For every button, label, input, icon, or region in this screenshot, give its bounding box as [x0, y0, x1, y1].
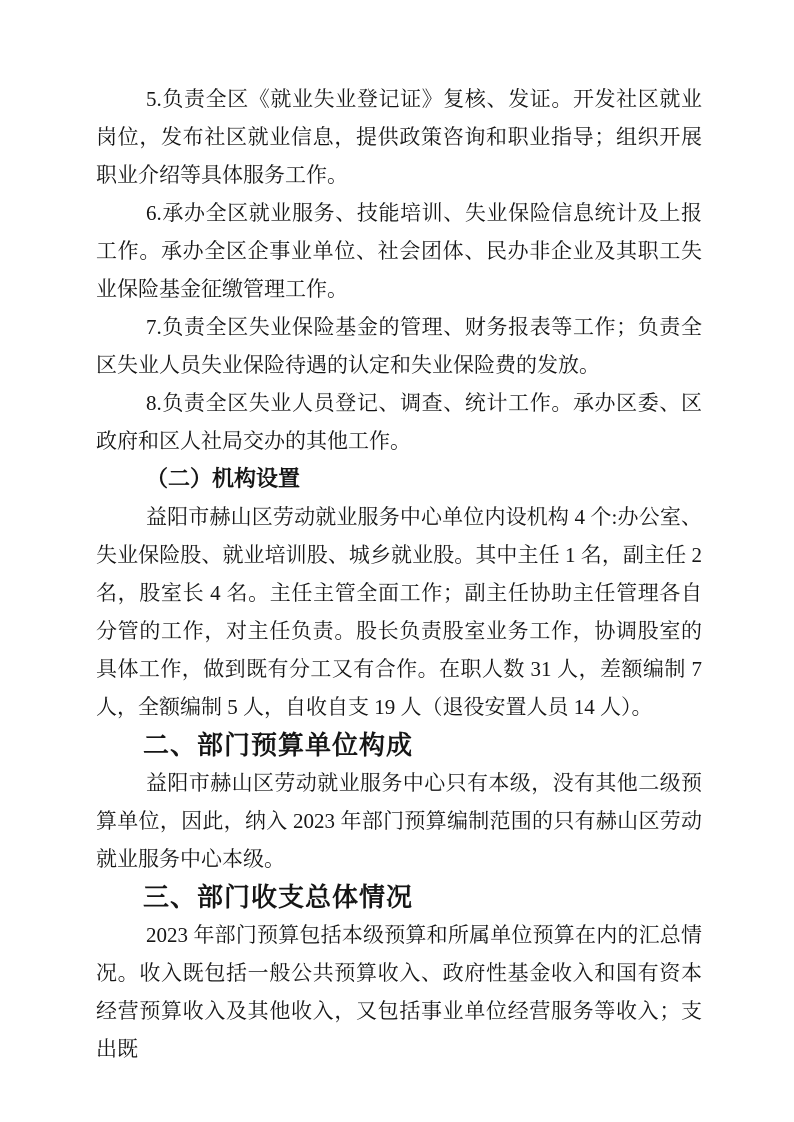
- paragraph-duty-7: 7.负责全区失业保险基金的管理、财务报表等工作；负责全区失业人员失业保险待遇的认定和失业保险费的发放。: [96, 315, 702, 377]
- section-heading-revenue-expenditure-overview: 三、部门收支总体情况: [143, 882, 414, 912]
- paragraph-duty-6: 6.承办全区就业服务、技能培训、失业保险信息统计及上报工作。承办全区企事业单位、社会团体、民办非企业及其职工失业保险基金征缴管理工作。: [96, 201, 702, 301]
- section-heading-budget-unit-composition: 二、部门预算单位构成: [143, 730, 414, 760]
- paragraph-budget-unit-details: 益阳市赫山区劳动就业服务中心只有本级，没有其他二级预算单位，因此，纳入 2023 年部门预算编制范围的只有赫山区劳动就业服务中心本级。: [96, 771, 702, 871]
- paragraph-revenue-expenditure-details: 2023 年部门预算包括本级预算和所属单位预算在内的汇总情况。收入既包括一般公共预算收入、政府性基金收入和国有资本经营预算收入及其他收入，又包括事业单位经营服务等收入；支出既: [96, 923, 702, 1061]
- paragraph-duty-5: 5.负责全区《就业失业登记证》复核、发证。开发社区就业岗位，发布社区就业信息，提供政策咨询和职业指导；组织开展职业介绍等具体服务工作。: [96, 87, 702, 187]
- document-body: [96, 80, 702, 1068]
- paragraph-duty-8: 8.负责全区失业人员登记、调查、统计工作。承办区委、区政府和区人社局交办的其他工作。: [96, 391, 702, 453]
- subsection-heading-organization-setup: （二）机构设置: [146, 466, 301, 491]
- paragraph-organization-details: 益阳市赫山区劳动就业服务中心单位内设机构 4 个:办公室、失业保险股、就业培训股、城乡就业股。其中主任 1 名，副主任 2 名，股室长 4 名。主任主管全面工作；副主任协助主任管理各自分管的工作，对主任负责。股长负责股室业务工作，协调股室的具体工作，做到既有分工又有合作。在职人数 31 人，差额编制 7 人，全额编制 5 人，自收自支 19 人（退役安置人员 14 人）。: [96, 505, 702, 719]
